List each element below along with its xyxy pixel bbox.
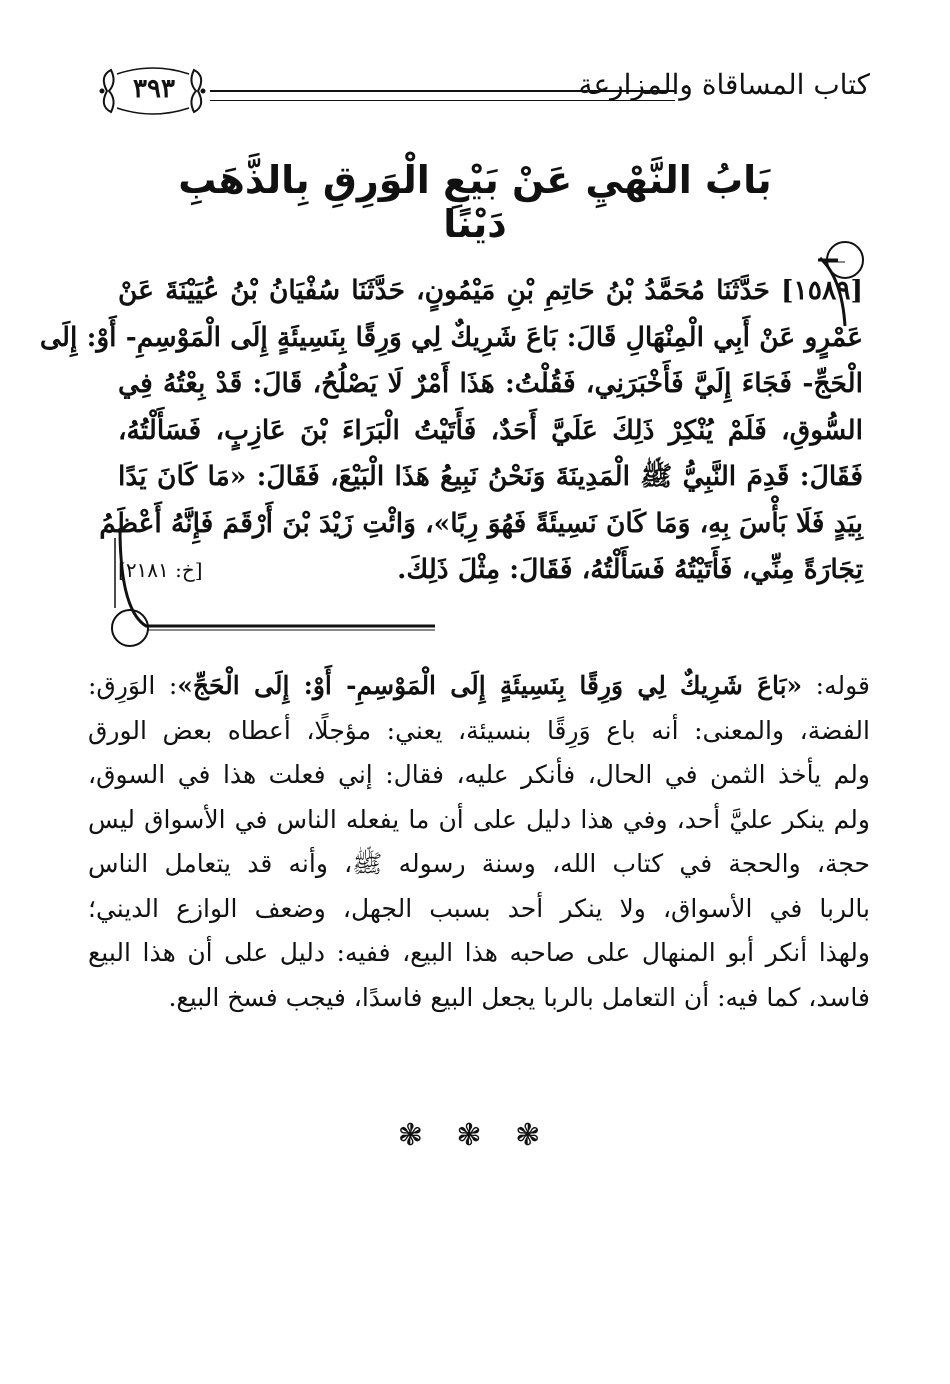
commentary-line: ولهذا أنكر أبو المنهال على صاحبه هذا البيع، ففيه: دليل على أن هذا البيع [88,938,870,967]
commentary-line: الفضة، والمعنى: أنه باع وَرِقًا بنسيئة، يعني: مؤجلًا، أعطاه بعض الورق [88,715,870,745]
commentary-first-line [88,664,870,709]
hadith-last-line [118,547,863,594]
hadith-line: تِجَارَةً مِنِّي، فَأَتَيْتُهُ فَسَأَلْتُهُ، فَقَالَ: مِثْلَ ذَلِكَ. [397,554,863,585]
hadith-text [39,268,863,594]
commentary-line: حجة، والحجة في كتاب الله، وسنة رسوله ﷺ، وأنه قد يتعامل الناس [88,849,870,878]
hadith-line: بِيَدٍ فَلَا بَأْسَ بِهِ، وَمَا كَانَ نَسِيئَةً فَهُوَ رِبًا»، وَائْتِ زَيْدَ بْنَ أَرْقَمَ فَإِنَّهُ أَعْظَمُ [99,507,863,539]
commentary-lead-tail: : الوَرِق: [88,671,178,700]
commentary-line: ولم ينكر عليَّ أحد، وفي هذا دليل على أن ما يفعله الناس في الأسواق ليس [88,804,870,834]
commentary [88,664,870,1020]
chapter-heading: بَابُ النَّهْيِ عَنْ بَيْعِ الْوَرِقِ بِالذَّهَبِ دَيْنًا [178,158,772,246]
page-header [95,62,870,122]
header-rule [210,90,675,101]
hadith-line: عَمْرٍو عَنْ أَبِي الْمِنْهَالِ قَالَ: بَاعَ شَرِيكٌ لِي وَرِقًا بِنَسِيئَةٍ إِلَى الْمَوْسِمِ- أَوْ: إِلَى [39,321,863,353]
running-title: كتاب المساقاة والمزارعة [578,68,870,101]
hadith-line: [١٥٨٩] حَدَّثَنَا مُحَمَّدُ بْنُ حَاتِمِ بْنِ مَيْمُونٍ، حَدَّثَنَا سُفْيَانُ بْنُ عُيَيْنَةَ عَنْ [118,275,863,306]
hadith-line: الْحَجِّ- فَجَاءَ إِلَيَّ فَأَخْبَرَنِي، فَقُلْتُ: هَذَا أَمْرٌ لَا يَصْلُحُ، قَالَ: قَدْ بِعْتُهُ فِي [118,368,863,399]
commentary-line: بالربا في الأسواق، ولا ينكر أحد بسبب الجهل، وضعف الوازع الديني؛ [88,893,870,923]
commentary-lead: قوله: [802,671,870,700]
section-separator: ❃ ❃ ❃ [397,1118,553,1153]
commentary-line: فاسد، كما فيه: أن التعامل بالربا يجعل البيع فاسدًا، فيجب فسخ البيع. [168,982,870,1012]
commentary-quote: «بَاعَ شَرِيكٌ لِي وَرِقًا بِنَسِيئَةٍ إِلَى الْمَوْسِمِ- أَوْ: إِلَى الْحَجِّ» [177,671,803,700]
commentary-line: ولم يأخذ الثمن في الحال، فأنكر عليه، فقال: إني فعلت هذا في السوق، [88,760,870,789]
hadith-line: السُّوقِ، فَلَمْ يُنْكِرْ ذَلِكَ عَلَيَّ أَحَدٌ، فَأَتَيْتُ الْبَرَاءَ بْنَ عَازِبٍ، فَسَأَلْتُهُ، [118,414,863,446]
hadith-reference: [خ: ٢١٨١] [118,558,203,582]
page-number: ٣٩٣ [133,74,175,104]
hadith-line: فَقَالَ: قَدِمَ النَّبِيُّ ﷺ الْمَدِينَةَ وَنَحْنُ نَبِيعُ هَذَا الْبَيْعَ، فَقَالَ: «مَا كَانَ يَدًا [118,461,863,492]
